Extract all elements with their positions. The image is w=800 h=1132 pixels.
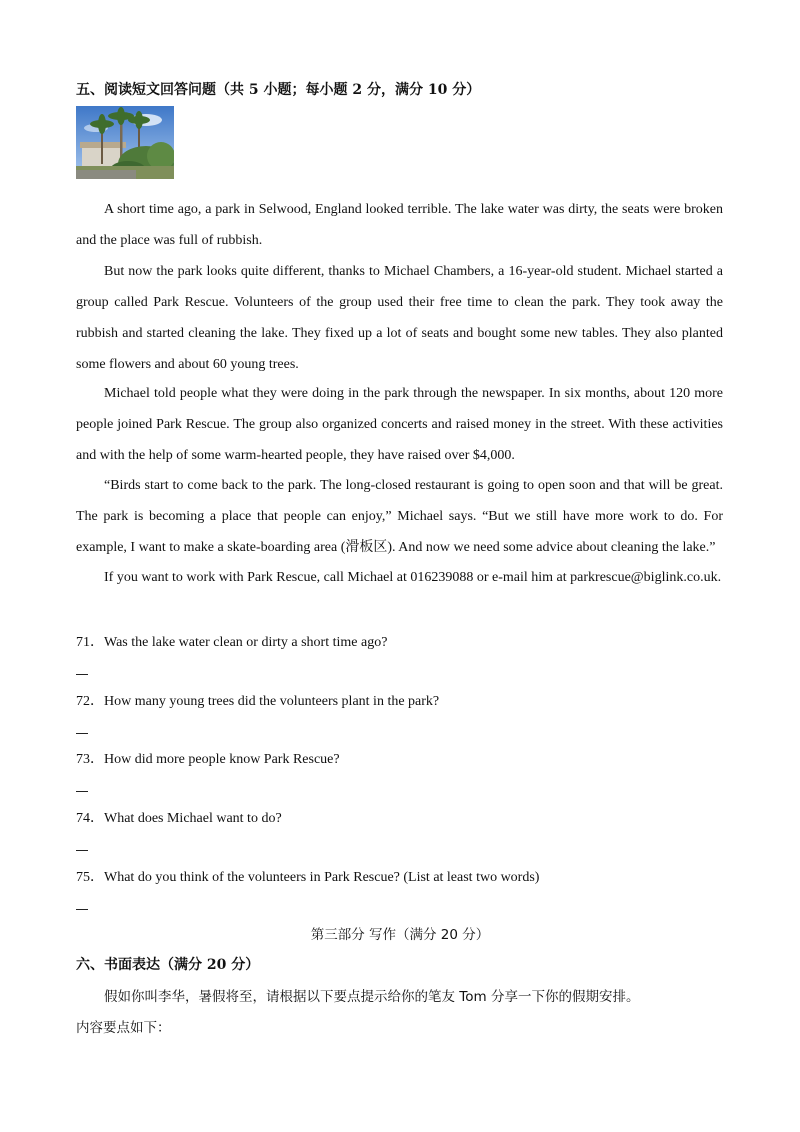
- content-points-label: 内容要点如下：: [76, 1020, 171, 1036]
- passage-paragraph-4: “Birds start to come back to the park. The long-closed restaurant is going to open soon and that will be great. The park is becoming a place that people can enjoy,” Michael says. “But we still have more work to do. For example, I want to make a skate-boarding area (滑板区). And now we need some advice about cleaning the lake.”: [76, 478, 723, 555]
- writing-prompt: 假如你叫李华，暑假将至，请根据以下要点提示给你的笔友 Tom 分享一下你的假期安排。: [104, 989, 640, 1005]
- question-75: 75．What do you think of the volunteers in Park Rescue? (List at least two words): [76, 870, 540, 885]
- passage-paragraph-3: Michael told people what they were doing in the park through the newspaper. In six months, about 120 more people joined Park Rescue. The group also organized concerts and raised money in the street. With these activities and with the help of some warm-hearted people, they have raised over $4,000.: [76, 386, 723, 463]
- passage-paragraph-5: If you want to work with Park Rescue, call Michael at 016239088 or e-mail him at parkrescue@biglink.co.uk.: [104, 570, 722, 585]
- answer-line-75[interactable]: [76, 909, 88, 910]
- question-72: 72．How many young trees did the volunteers plant in the park?: [76, 694, 440, 709]
- park-palm-trees-photo: [76, 106, 174, 179]
- passage-paragraph-2: But now the park looks quite different, thanks to Michael Chambers, a 16-year-old student. Michael started a group called Park Rescue. Volunteers of the group used their free time to clean the park. They took away the rubbish and started cleaning the lake. They fixed up a lot of seats and bought some new tables. They also planted some flowers and about 60 young trees.: [76, 264, 723, 372]
- passage-paragraph-1: A short time ago, a park in Selwood, England looked terrible. The lake water was dirty, the seats were broken and the place was full of rubbish.: [76, 202, 723, 248]
- section-heading-writing: 六、书面表达（满分 20 分）: [76, 957, 260, 973]
- question-73: 73．How did more people know Park Rescue?: [76, 752, 340, 767]
- answer-line-72[interactable]: [76, 733, 88, 734]
- question-74: 74．What does Michael want to do?: [76, 811, 282, 826]
- answer-line-74[interactable]: [76, 850, 88, 851]
- question-71: 71．Was the lake water clean or dirty a short time ago?: [76, 635, 388, 650]
- section-heading: 五、阅读短文回答问题（共 5 小题；每小题 2 分，满分 10 分）: [76, 82, 481, 98]
- answer-line-73[interactable]: [76, 791, 88, 792]
- answer-line-71[interactable]: [76, 674, 88, 675]
- part-title: 第三部分 写作（满分 20 分）: [310, 927, 490, 943]
